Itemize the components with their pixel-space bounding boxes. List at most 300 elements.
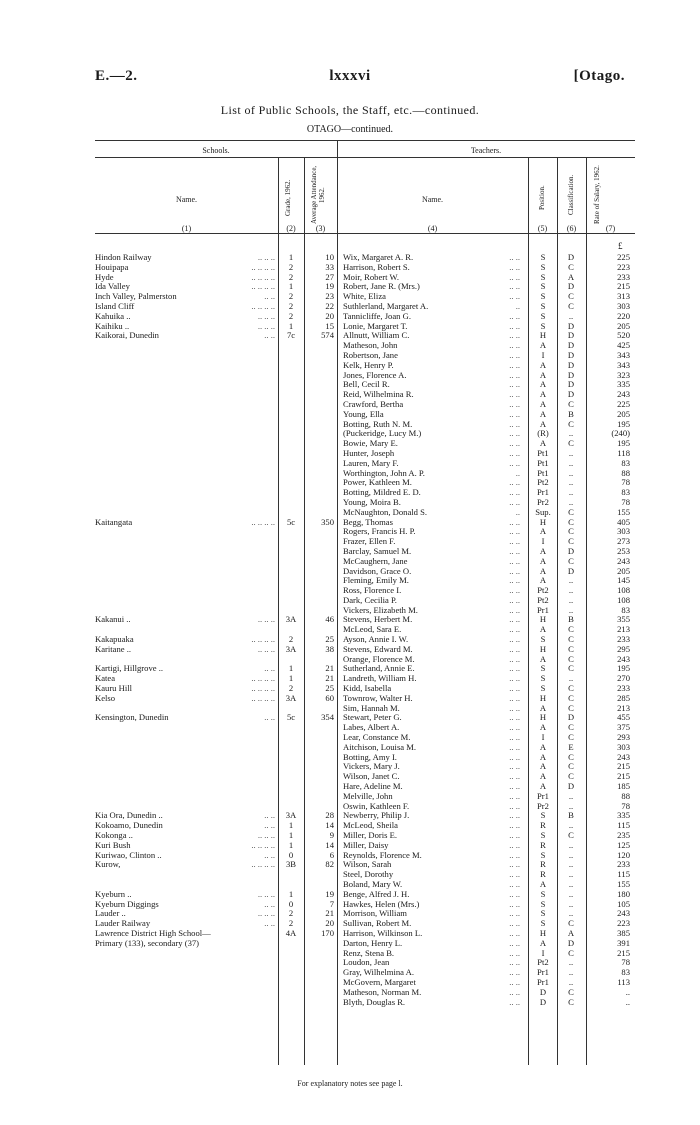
- table-row: [0, 792, 700, 802]
- attendance-cell: 23: [325, 291, 334, 302]
- classification-cell: E: [568, 741, 574, 752]
- salary-cell: 385: [617, 927, 630, 938]
- teacher-leader-dots: .. ..: [509, 555, 520, 566]
- salary-cell: 205: [617, 408, 630, 419]
- teacher-leader-dots: .. ..: [509, 614, 520, 625]
- table-row: [0, 655, 700, 665]
- teacher-leader-dots: .. ..: [509, 634, 520, 645]
- attendance-cell: 46: [325, 614, 334, 625]
- table-row: [0, 282, 700, 292]
- school-leader-dots: .. .. ..: [257, 643, 275, 654]
- teacher-leader-dots: ..: [515, 300, 520, 311]
- position-cell: A: [539, 575, 547, 586]
- attendance-cell: 21: [325, 673, 334, 684]
- salary-cell: 270: [617, 673, 630, 684]
- teacher-name: Darton, Henry L.: [343, 938, 403, 948]
- position-cell: S: [540, 918, 546, 929]
- column-number-4: (4): [427, 224, 438, 233]
- teacher-leader-dots: .. ..: [509, 918, 520, 929]
- teacher-leader-dots: .. ..: [509, 310, 520, 321]
- teacher-name: Allnutt, William C.: [343, 331, 410, 341]
- footnote: For explanatory notes see page l.: [297, 1079, 403, 1088]
- position-cell: H: [539, 692, 547, 703]
- table-row: [0, 802, 700, 812]
- grade-cell: 5c: [286, 516, 296, 527]
- attendance-cell: 19: [325, 888, 334, 899]
- school-leader-dots: .. ..: [264, 820, 275, 831]
- salary-cell: 323: [617, 369, 630, 380]
- classification-cell: C: [568, 438, 574, 449]
- teacher-name: Vickers, Mary J.: [343, 762, 400, 772]
- classification-cell: ..: [568, 496, 574, 507]
- school-leader-dots: .. ..: [264, 898, 275, 909]
- table-row: [0, 263, 700, 273]
- teacher-name: McNaughton, Donald S.: [343, 507, 428, 517]
- teacher-name: Vickers, Elizabeth M.: [343, 605, 418, 615]
- table-row: [0, 567, 700, 577]
- grade-cell: 1: [288, 820, 294, 831]
- table-row: [0, 361, 700, 371]
- position-cell: A: [539, 879, 547, 889]
- teacher-name: Reid, Wilhelmina R.: [343, 390, 414, 400]
- teacher-leader-dots: .. ..: [509, 291, 520, 302]
- teacher-name: Ross, Florence I.: [343, 586, 402, 596]
- position-cell: R: [540, 869, 546, 880]
- page-reference: E.—2.: [95, 68, 138, 84]
- position-cell: D: [539, 996, 547, 1007]
- position-cell: S: [540, 281, 546, 292]
- salary-cell: 343: [617, 349, 630, 360]
- attendance-cell: 14: [325, 820, 334, 831]
- teacher-name: Bell, Cecil R.: [343, 380, 390, 390]
- teacher-name: Crawford, Bertha: [343, 399, 404, 409]
- salary-cell: 195: [617, 438, 630, 449]
- teacher-leader-dots: .. ..: [509, 673, 520, 684]
- salary-cell: 295: [617, 643, 630, 654]
- classification-cell: D: [567, 252, 575, 262]
- table-row: [0, 968, 700, 978]
- position-cell: A: [539, 702, 547, 713]
- salary-cell: 155: [617, 506, 630, 517]
- teacher-name: Frazer, Ellen F.: [343, 537, 396, 547]
- teacher-name: Labes, Albert A.: [343, 723, 400, 733]
- header-bottom-rule: [95, 233, 635, 234]
- table-row: [0, 351, 700, 361]
- teacher-leader-dots: .. ..: [509, 820, 520, 831]
- position-cell: S: [540, 252, 546, 262]
- teacher-leader-dots: .. ..: [509, 732, 520, 743]
- teacher-name: Sutherland, Annie E.: [343, 664, 415, 674]
- salary-cell: 215: [617, 761, 630, 772]
- position-cell: A: [539, 408, 547, 419]
- teacher-name: Lonie, Margaret T.: [343, 321, 408, 331]
- salary-cell: 391: [617, 937, 630, 948]
- table-row: [0, 772, 700, 782]
- school-leader-dots: .. .. .. ..: [251, 683, 275, 694]
- salary-cell: 215: [617, 281, 630, 292]
- position-cell: Pt1: [537, 467, 549, 478]
- attendance-cell: 28: [325, 810, 334, 821]
- teacher-name: Bowie, Mary E.: [343, 439, 398, 449]
- attendance-cell: 574: [321, 330, 334, 341]
- classification-cell: ..: [568, 898, 574, 909]
- teacher-name: Robert, Jane R. (Mrs.): [343, 282, 420, 292]
- school-name: Kia Ora, Dunedin ..: [95, 811, 163, 821]
- teacher-leader-dots: .. ..: [509, 908, 520, 919]
- region-label: [Otago.: [573, 68, 625, 84]
- teacher-name: Robertson, Jane: [343, 350, 398, 360]
- salary-cell: 253: [617, 545, 630, 556]
- position-cell: H: [539, 643, 547, 654]
- teacher-name: Loudon, Jean: [343, 958, 390, 968]
- position-cell: I: [541, 349, 545, 360]
- table-top-rule: [95, 140, 635, 141]
- grade-cell: 5c: [286, 712, 296, 723]
- school-leader-dots: .. ..: [264, 918, 275, 929]
- school-name: Kyeburn Diggings: [95, 899, 159, 909]
- attendance-cell: 21: [325, 663, 334, 674]
- salary-cell: 233: [617, 859, 630, 870]
- position-cell: Pt1: [537, 447, 549, 458]
- salary-cell: 455: [617, 712, 630, 723]
- attendance-cell: 60: [325, 692, 334, 703]
- position-cell: A: [539, 389, 547, 400]
- grade-cell: 2: [288, 261, 294, 272]
- grade-cell: 1: [288, 839, 294, 850]
- teacher-name: Wix, Margaret A. R.: [343, 253, 414, 262]
- teacher-leader-dots: .. ..: [509, 976, 520, 987]
- salary-cell: 243: [617, 555, 630, 566]
- classification-cell: C: [568, 291, 574, 302]
- salary-cell: 223: [617, 918, 630, 929]
- teacher-leader-dots: .. ..: [509, 340, 520, 351]
- classification-cell: D: [567, 349, 575, 360]
- table-row: [0, 606, 700, 616]
- salary-cell: 375: [617, 722, 630, 733]
- position-cell: A: [539, 722, 547, 733]
- classification-cell: C: [568, 624, 574, 635]
- teacher-leader-dots: .. ..: [509, 996, 520, 1007]
- teacher-name: Blyth, Douglas R.: [343, 997, 406, 1007]
- school-name: Primary (133), secondary (37): [95, 938, 200, 948]
- classification-cell: C: [568, 300, 574, 311]
- salary-cell: 343: [617, 359, 630, 370]
- column-school-name: Name.: [175, 195, 198, 204]
- salary-cell: 88: [621, 467, 630, 478]
- teacher-leader-dots: .. ..: [509, 428, 520, 439]
- grade-cell: 2: [288, 271, 294, 282]
- teacher-name: Miller, Doris E.: [343, 831, 398, 841]
- table-row: [0, 949, 700, 959]
- salary-cell: 195: [617, 418, 630, 429]
- teacher-name: Newberry, Philip J.: [343, 811, 410, 821]
- teacher-leader-dots: .. ..: [509, 967, 520, 978]
- classification-cell: ..: [568, 869, 574, 880]
- school-leader-dots: .. .. ..: [257, 908, 275, 919]
- school-leader-dots: .. .. ..: [257, 310, 275, 321]
- teacher-name: Townrow, Walter H.: [343, 693, 413, 703]
- position-cell: A: [539, 555, 547, 566]
- salary-cell: 125: [617, 839, 630, 850]
- classification-cell: D: [567, 545, 575, 556]
- column-number-1: (1): [181, 224, 192, 233]
- classification-cell: ..: [568, 976, 574, 987]
- classification-cell: C: [568, 536, 574, 547]
- classification-cell: ..: [568, 849, 574, 860]
- position-cell: Pr1: [537, 790, 549, 801]
- salary-cell: 83: [621, 457, 630, 468]
- classification-cell: A: [567, 271, 575, 282]
- teacher-name: Boland, Mary W.: [343, 880, 403, 889]
- position-cell: Pt2: [537, 477, 549, 488]
- school-leader-dots: .. .. .. ..: [251, 271, 275, 282]
- attendance-cell: 9: [329, 830, 334, 841]
- school-leader-dots: .. .. ..: [257, 614, 275, 625]
- position-cell: A: [539, 751, 547, 762]
- position-cell: Pr2: [537, 800, 549, 811]
- table-row: [0, 615, 700, 625]
- position-cell: S: [540, 310, 546, 321]
- staff-table-body: [0, 253, 700, 1007]
- table-row: [0, 302, 700, 312]
- salary-cell: 215: [617, 947, 630, 958]
- salary-cell: 355: [617, 614, 630, 625]
- teacher-name: McGovern, Margaret: [343, 977, 416, 987]
- school-name: Hindon Railway: [95, 253, 152, 262]
- salary-cell: 233: [617, 683, 630, 694]
- table-row: [0, 919, 700, 929]
- classification-cell: ..: [568, 604, 574, 615]
- teacher-leader-dots: .. ..: [509, 643, 520, 654]
- teacher-name: Stevens, Edward M.: [343, 644, 413, 654]
- table-row: [0, 518, 700, 528]
- classification-cell: ..: [568, 585, 574, 596]
- salary-cell: (240): [611, 428, 630, 439]
- grade-cell: 2: [288, 300, 294, 311]
- table-row: [0, 586, 700, 596]
- school-leader-dots: .. .. ..: [257, 320, 275, 331]
- teacher-name: Orange, Florence M.: [343, 654, 415, 664]
- attendance-cell: 33: [325, 261, 334, 272]
- teacher-leader-dots: .. ..: [509, 937, 520, 948]
- teacher-leader-dots: .. ..: [509, 281, 520, 292]
- table-row: [0, 988, 700, 998]
- teacher-leader-dots: .. ..: [509, 526, 520, 537]
- attendance-cell: 20: [325, 918, 334, 929]
- position-cell: A: [539, 761, 547, 772]
- teacher-leader-dots: .. ..: [509, 683, 520, 694]
- teacher-name: Wilson, Sarah: [343, 860, 392, 870]
- school-leader-dots: .. .. .. ..: [251, 261, 275, 272]
- salary-cell: 243: [617, 389, 630, 400]
- position-cell: S: [540, 261, 546, 272]
- teacher-name: Wilson, Janet C.: [343, 772, 400, 782]
- salary-cell: 303: [617, 300, 630, 311]
- teacher-name: Botting, Mildred E. D.: [343, 488, 421, 498]
- table-row: [0, 713, 700, 723]
- grade-cell: 1: [288, 281, 294, 292]
- classification-cell: C: [568, 996, 574, 1007]
- school-name: Ida Valley: [95, 282, 130, 292]
- column-number-3: (3): [315, 224, 326, 233]
- school-leader-dots: .. .. .. ..: [251, 281, 275, 292]
- teacher-leader-dots: .. ..: [509, 320, 520, 331]
- classification-cell: ..: [568, 594, 574, 605]
- salary-cell: 220: [617, 310, 630, 321]
- classification-cell: B: [568, 614, 574, 625]
- classification-cell: D: [567, 330, 575, 341]
- classification-cell: C: [568, 751, 574, 762]
- salary-cell: 520: [617, 330, 630, 341]
- position-cell: A: [539, 418, 547, 429]
- grade-cell: 2: [288, 918, 294, 929]
- school-leader-dots: .. .. .. ..: [251, 859, 275, 870]
- position-cell: A: [539, 937, 547, 948]
- salary-cell: 185: [617, 781, 630, 792]
- grade-cell: 3B: [285, 859, 297, 870]
- position-cell: S: [540, 271, 546, 282]
- teacher-leader-dots: .. ..: [509, 957, 520, 968]
- school-name: Kaikorai, Dunedin: [95, 331, 159, 341]
- teacher-leader-dots: .. ..: [509, 379, 520, 390]
- attendance-cell: 22: [325, 300, 334, 311]
- teacher-leader-dots: .. ..: [509, 859, 520, 870]
- grade-cell: 2: [288, 310, 294, 321]
- teacher-name: Hare, Adeline M.: [343, 782, 403, 792]
- grade-cell: 3A: [285, 692, 297, 703]
- teacher-name: Hunter, Joseph: [343, 448, 395, 458]
- table-row: [0, 420, 700, 430]
- table-row: [0, 322, 700, 332]
- classification-cell: ..: [568, 839, 574, 850]
- table-row: [0, 439, 700, 449]
- classification-cell: ..: [568, 310, 574, 321]
- salary-cell: 205: [617, 320, 630, 331]
- position-cell: A: [539, 771, 547, 782]
- position-cell: S: [540, 810, 546, 821]
- classification-cell: C: [568, 918, 574, 929]
- classification-cell: C: [568, 761, 574, 772]
- teacher-name: Moir, Robert W.: [343, 272, 399, 282]
- attendance-cell: 10: [325, 252, 334, 262]
- teacher-leader-dots: .. ..: [509, 663, 520, 674]
- teacher-name: Matheson, John: [343, 341, 398, 351]
- teacher-name: Suthlerland, Margaret A.: [343, 301, 429, 311]
- classification-cell: ..: [568, 467, 574, 478]
- teacher-leader-dots: .. ..: [509, 604, 520, 615]
- classification-cell: C: [568, 555, 574, 566]
- teacher-name: Kidd, Isabella: [343, 684, 392, 694]
- salary-cell: 213: [617, 624, 630, 635]
- teacher-leader-dots: .. ..: [509, 692, 520, 703]
- salary-cell: ..: [625, 996, 630, 1007]
- salary-cell: 233: [617, 634, 630, 645]
- table-row: [0, 723, 700, 733]
- teacher-leader-dots: .. ..: [509, 790, 520, 801]
- table-row: [0, 860, 700, 870]
- teacher-name: Stevens, Herbert M.: [343, 615, 413, 625]
- table-row: [0, 733, 700, 743]
- salary-cell: 195: [617, 663, 630, 674]
- table-row: [0, 478, 700, 488]
- teacher-leader-dots: .. ..: [509, 810, 520, 821]
- grade-cell: 3A: [285, 614, 297, 625]
- salary-cell: 78: [621, 496, 630, 507]
- school-name: Kelso: [95, 693, 116, 703]
- column-number-5: (5): [537, 224, 548, 233]
- position-cell: S: [540, 673, 546, 684]
- attendance-cell: 20: [325, 310, 334, 321]
- position-cell: Pt2: [537, 594, 549, 605]
- table-row: [0, 596, 700, 606]
- teacher-leader-dots: .. ..: [509, 585, 520, 596]
- position-cell: A: [539, 741, 547, 752]
- salary-cell: 115: [617, 820, 630, 831]
- teacher-leader-dots: .. ..: [509, 879, 520, 889]
- school-leader-dots: .. .. ..: [257, 830, 275, 841]
- table-row: [0, 929, 700, 939]
- teacher-name: McLeod, Sheila: [343, 821, 398, 831]
- school-name: Karitane ..: [95, 644, 132, 654]
- position-cell: A: [539, 781, 547, 792]
- teacher-leader-dots: .. ..: [509, 516, 520, 527]
- table-row: [0, 429, 700, 439]
- school-name: Lauder ..: [95, 909, 126, 919]
- table-row: [0, 890, 700, 900]
- teacher-name: Power, Kathleen M.: [343, 478, 412, 488]
- table-row: [0, 821, 700, 831]
- attendance-cell: 354: [321, 712, 334, 723]
- teacher-name: Harrison, Robert S.: [343, 262, 410, 272]
- classification-cell: ..: [568, 888, 574, 899]
- classification-cell: C: [568, 702, 574, 713]
- position-cell: I: [541, 947, 545, 958]
- school-name: Kuri Bush: [95, 840, 131, 850]
- teacher-name: Barclay, Samuel M.: [343, 546, 412, 556]
- teacher-name: Harrison, Wilkinson L.: [343, 928, 423, 938]
- school-name: Kaihiku ..: [95, 321, 130, 331]
- attendance-cell: 350: [321, 516, 334, 527]
- classification-cell: C: [568, 643, 574, 654]
- teacher-name: Aitchison, Louisa M.: [343, 742, 417, 752]
- school-name: Kuriwao, Clinton ..: [95, 850, 162, 860]
- position-cell: Pr2: [537, 496, 549, 507]
- teacher-name: Lear, Constance M.: [343, 733, 411, 743]
- school-name: Katea: [95, 674, 116, 684]
- salary-cell: 243: [617, 908, 630, 919]
- position-cell: Sup.: [535, 506, 551, 517]
- classification-cell: ..: [568, 477, 574, 488]
- classification-cell: D: [567, 340, 575, 351]
- position-cell: H: [539, 516, 547, 527]
- position-cell: A: [539, 438, 547, 449]
- classification-cell: C: [568, 653, 574, 664]
- position-cell: A: [539, 526, 547, 537]
- teacher-leader-dots: .. ..: [509, 741, 520, 752]
- salary-cell: 113: [617, 976, 630, 987]
- grade-cell: 4A: [285, 927, 297, 938]
- teacher-leader-dots: .. ..: [509, 594, 520, 605]
- position-cell: Pr1: [537, 967, 549, 978]
- teacher-name: Sim, Hannah M.: [343, 703, 400, 713]
- position-cell: S: [540, 898, 546, 909]
- table-row: [0, 762, 700, 772]
- teacher-leader-dots: .. ..: [509, 565, 520, 576]
- teacher-name: Jones, Florence A.: [343, 370, 407, 380]
- position-cell: H: [539, 712, 547, 723]
- table-row: [0, 498, 700, 508]
- teacher-leader-dots: .. ..: [509, 447, 520, 458]
